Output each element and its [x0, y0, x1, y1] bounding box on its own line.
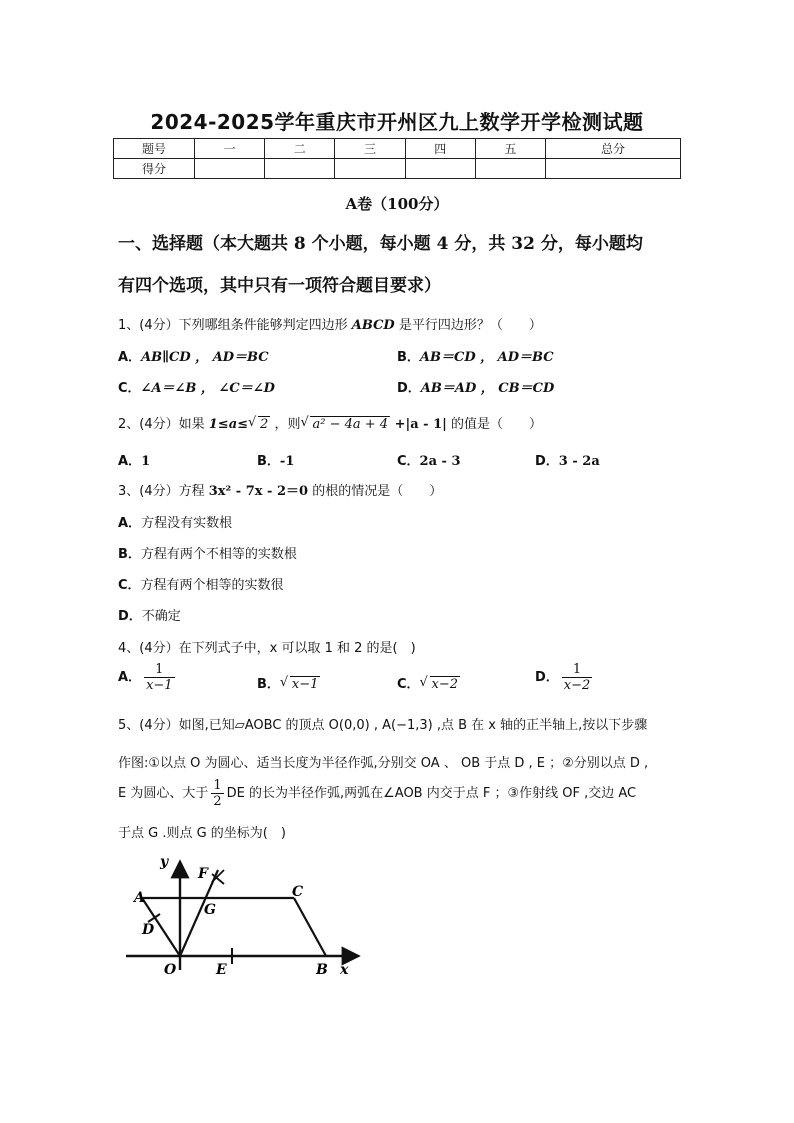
score-header-cell: 三 — [335, 139, 405, 159]
score-table-score-row — [114, 159, 681, 179]
question-1-var: ABCD — [351, 318, 395, 333]
option-label: C． — [118, 381, 141, 396]
question-2-stem — [118, 413, 542, 432]
score-cell — [405, 159, 475, 179]
question-3-text: 3、(4分）方程 — [118, 484, 205, 499]
option-text: 3 - 2a — [558, 454, 600, 469]
option-text: 1 — [141, 454, 151, 469]
option-text: 方程没有实数根 — [141, 516, 233, 531]
part-title-line1: 一、选择题（本大题共 8 个小题，每小题 4 分，共 32 分，每小题均 — [118, 234, 643, 254]
score-header-cell: 一 — [195, 139, 265, 159]
question-5-line3 — [118, 778, 636, 809]
option-label: B． — [118, 547, 141, 562]
score-cell — [335, 159, 405, 179]
fraction — [562, 662, 593, 693]
question-3-stem — [118, 480, 442, 499]
section-heading: A卷（100分） — [345, 195, 449, 213]
option-text: -1 — [279, 454, 295, 469]
question-3-option-d[interactable] — [118, 605, 181, 624]
label-d: D — [142, 922, 155, 938]
numerator: 1 — [155, 662, 164, 677]
numerator: 1 — [213, 778, 222, 793]
label-a: A — [134, 890, 145, 906]
score-cell — [195, 159, 265, 179]
label-e: E — [216, 962, 227, 978]
question-3-text-end: 的根的情况是（ ） — [312, 484, 443, 499]
question-4-stem: 4、(4分）在下列式子中，x 可以取 1 和 2 的是( ) — [118, 641, 416, 656]
question-1-stem — [118, 314, 542, 333]
question-1-text: 1、(4分）下列哪组条件能够判定四边形 — [118, 318, 348, 333]
question-1-option-c[interactable] — [118, 377, 275, 396]
sqrt-expression: √ a² − 4a + 4 — [300, 415, 389, 432]
denominator: x−1 — [146, 678, 173, 693]
option-text: ∠A＝∠B ， ∠C＝∠D — [140, 381, 275, 396]
option-label: D． — [397, 381, 421, 396]
question-2-option-c[interactable] — [397, 450, 461, 469]
question-3-equation: 3x² - 7x - 2＝0 — [208, 484, 309, 499]
option-label: D． — [535, 454, 559, 469]
option-label: A． — [118, 454, 142, 469]
score-header-cell: 题号 — [114, 139, 195, 159]
option-label: C． — [397, 454, 420, 469]
denominator: 2 — [213, 794, 222, 809]
option-text: AB∥CD ， AD＝BC — [141, 350, 269, 365]
radicand: 2 — [260, 417, 269, 432]
question-3-option-c[interactable] — [118, 574, 284, 593]
option-label: B． — [257, 677, 280, 692]
option-label: B． — [397, 350, 420, 365]
label-g: G — [204, 902, 216, 918]
question-5-line4: 于点 G .则点 G 的坐标为( ) — [118, 826, 286, 841]
option-label: A． — [118, 350, 142, 365]
numerator: 1 — [572, 662, 582, 677]
part-title-line2: 有四个选项，其中只有一项符合题目要求） — [118, 276, 441, 296]
option-label: B． — [257, 454, 280, 469]
radicand: x−2 — [431, 677, 459, 692]
question-4-option-b[interactable] — [257, 673, 320, 692]
question-2-text-end: 的值是（ ） — [450, 417, 542, 432]
parallelogram-figure — [120, 852, 370, 982]
fraction-half — [211, 778, 223, 809]
sqrt-expression: √ x−1 — [279, 675, 319, 692]
question-1-option-a[interactable] — [118, 346, 269, 365]
score-header-cell: 二 — [265, 139, 335, 159]
score-row-label: 得分 — [114, 159, 195, 179]
question-2-option-b[interactable] — [257, 450, 294, 469]
question-5-line1: 5、(4分）如图,已知▱AOBC 的顶点 O(0,0) , A(−1,3) ,点 B 在 x 轴的正半轴上,按以下步骤 — [118, 718, 648, 733]
question-2-option-d[interactable] — [535, 450, 600, 469]
option-text: 不确定 — [141, 609, 181, 624]
option-label: C． — [397, 677, 420, 692]
question-2-option-a[interactable] — [118, 450, 150, 469]
question-4-option-d[interactable] — [535, 662, 595, 693]
sqrt-expression: √ 2 — [248, 415, 269, 432]
label-f: F — [198, 866, 208, 882]
option-text: 方程有两个相等的实数很 — [140, 578, 284, 593]
question-4-option-c[interactable] — [397, 673, 460, 692]
question-5-text: E 为圆心、大于 — [118, 786, 209, 801]
label-c: C — [292, 884, 304, 900]
option-text: AB＝AD ， CB＝CD — [420, 381, 555, 396]
score-table-header-row — [114, 139, 681, 159]
option-text: 2a - 3 — [419, 454, 461, 469]
score-header-cell: 五 — [475, 139, 545, 159]
option-text: AB＝CD ， AD＝BC — [419, 350, 554, 365]
option-label: A． — [118, 516, 142, 531]
question-2-text: 2、(4分）如果 — [118, 417, 205, 432]
radicand: x−1 — [291, 677, 319, 692]
question-2-condition: 1≤a≤ — [208, 417, 249, 432]
label-o: O — [164, 962, 177, 978]
fraction — [144, 662, 175, 693]
denominator: x−2 — [563, 678, 591, 693]
label-x: x — [340, 962, 349, 978]
question-3-option-b[interactable] — [118, 543, 297, 562]
question-3-option-a[interactable] — [118, 512, 232, 531]
question-1-text-end: 是平行四边形？（ ） — [398, 318, 542, 333]
sqrt-expression: √ x−2 — [419, 675, 459, 692]
question-4-option-a[interactable] — [118, 662, 178, 693]
label-y: y — [160, 854, 169, 870]
radicand: a² − 4a + 4 — [312, 417, 389, 432]
score-cell — [265, 159, 335, 179]
label-b: B — [316, 962, 328, 978]
option-label: C． — [118, 578, 141, 593]
option-text: 方程有两个不相等的实数根 — [140, 547, 297, 562]
option-label: A． — [118, 670, 142, 685]
score-header-cell: 总分 — [546, 139, 681, 159]
exam-title: 2024-2025学年重庆市开州区九上数学开学检测试题 — [150, 110, 644, 134]
segment-cb — [294, 898, 326, 956]
score-table — [113, 138, 681, 179]
question-5-line2: 作图:①以点 O 为圆心、适当长度为半径作弧,分别交 OA 、 OB 于点 D , E ；②分别以点 D , — [118, 756, 649, 771]
question-5-text: DE 的长为半径作弧,两弧在∠AOB 内交于点 F ；③作射线 OF ,交边 AC — [226, 786, 637, 801]
question-2-text: ，则 — [274, 417, 301, 432]
score-header-cell: 四 — [405, 139, 475, 159]
question-1-option-b[interactable] — [397, 346, 554, 365]
question-2-expression: +|a - 1| — [390, 417, 447, 432]
option-label: D． — [118, 609, 142, 624]
score-cell — [475, 159, 545, 179]
question-1-option-d[interactable] — [397, 377, 554, 396]
score-cell — [546, 159, 681, 179]
option-label: D． — [535, 670, 559, 685]
